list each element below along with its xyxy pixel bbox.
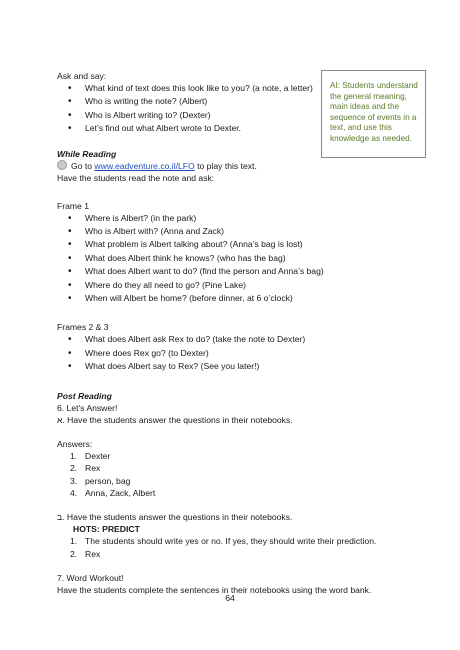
- go-to-after: to play this text.: [197, 160, 257, 171]
- go-to-text: Go to: [71, 160, 93, 171]
- list-item: • Who is Albert with? (Anna and Zack): [57, 225, 357, 238]
- list-item: • Where do they all need to go? (Pine Lake): [57, 279, 357, 292]
- list-item: • What does Albert want to do? (find the person and Anna’s bag): [57, 265, 357, 278]
- post-reading-heading: Post Reading: [57, 390, 112, 401]
- list-item: • Where is Albert? (in the park): [57, 212, 357, 225]
- hots-label: HOTS: PREDICT: [73, 524, 140, 535]
- read-instruction: Have the students read the note and ask:: [57, 172, 215, 183]
- list-item: 1. The students should write yes or no. If yes, they should write their prediction.: [70, 536, 377, 547]
- go-to-line: [57, 160, 357, 172]
- while-reading-heading: While Reading: [57, 148, 117, 159]
- ai-note-box: AI: Students understand the general meaning, main ideas and the sequence of events in a text, and use this knowledge as needed.: [321, 70, 426, 158]
- frame1-heading: Frame 1: [57, 200, 89, 211]
- list-item: • What does Albert ask Rex to do? (take the note to Dexter): [57, 333, 357, 346]
- page-number: 64: [225, 593, 235, 603]
- bet-instruction: ב. Have the students answer the questions in their notebooks.: [57, 512, 293, 523]
- list-item: • Where does Rex go? (to Dexter): [57, 347, 357, 360]
- intro-heading: Ask and say:: [57, 71, 107, 81]
- list-item: 2. Rex: [70, 548, 101, 559]
- list-item: • When will Albert be home? (before dinner, at 6 o’clock): [57, 292, 357, 305]
- answers-label: Answers:: [57, 438, 93, 449]
- list-item: 1. Dexter: [70, 450, 111, 461]
- word-workout-heading: 7. Word Workout!: [57, 573, 124, 584]
- word-workout-text: Have the students complete the sentences in their notebooks using the word bank.: [57, 585, 372, 596]
- list-item: • What kind of text does this look like to you? (a note, a letter): [57, 82, 357, 95]
- frames23-heading: Frames 2 & 3: [57, 322, 109, 333]
- list-item: • What does Albert say to Rex? (See you later!): [57, 360, 357, 373]
- globe-icon: [57, 160, 67, 170]
- list-item: • What does Albert think he knows? (who has the bag): [57, 252, 357, 265]
- lets-answer: 6. Let's Answer!: [57, 402, 118, 413]
- list-item: 3. person, bag: [70, 475, 131, 486]
- list-item: 4. Anna, Zack, Albert: [70, 487, 156, 498]
- list-item: 2. Rex: [70, 463, 101, 474]
- hots-answers-list: [57, 535, 377, 560]
- alef-instruction: א. Have the students answer the questions in their notebooks.: [57, 414, 293, 425]
- list-item: • Who is Albert writing to? (Dexter): [57, 109, 357, 122]
- answers-list: [57, 450, 357, 500]
- eadventure-link[interactable]: www.eadventure.co.il/LFO: [94, 160, 195, 171]
- frame1-list: [57, 212, 357, 306]
- list-item: • Let’s find out what Albert wrote to Dexter.: [57, 122, 357, 135]
- list-item: • What problem is Albert talking about? (Anna’s bag is lost): [57, 238, 357, 251]
- list-item: • Who is writing the note? (Albert): [57, 95, 357, 108]
- frames23-list: [57, 333, 357, 373]
- intro-list: [57, 82, 357, 136]
